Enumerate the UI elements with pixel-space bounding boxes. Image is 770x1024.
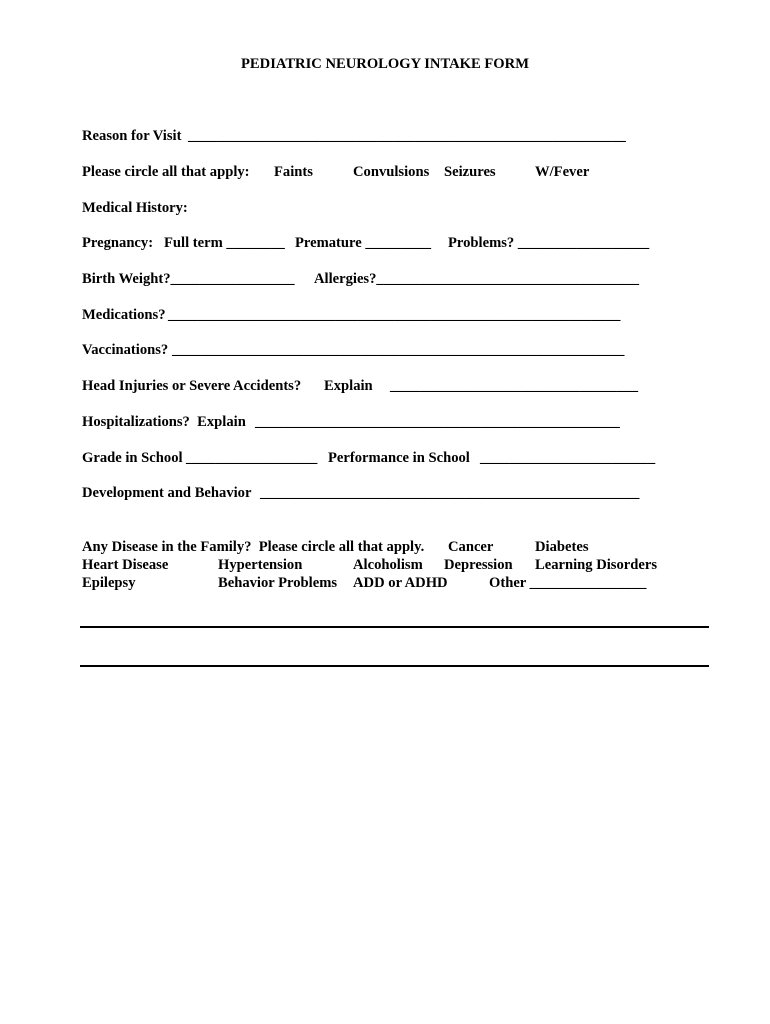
medications-label: Medications? bbox=[82, 307, 166, 323]
family-heart-disease[interactable]: Heart Disease bbox=[82, 557, 169, 573]
development-blank[interactable]: ____________________________________________________ bbox=[260, 485, 640, 501]
head-injuries-label: Head Injuries or Severe Accidents? bbox=[82, 378, 302, 394]
family-hypertension[interactable]: Hypertension bbox=[218, 557, 303, 573]
head-injuries-explain: Explain bbox=[324, 378, 373, 394]
page-title: PEDIATRIC NEUROLOGY INTAKE FORM bbox=[241, 56, 529, 72]
grade-blank[interactable]: __________________ bbox=[186, 450, 318, 466]
problems-field[interactable]: Problems? __________________ bbox=[448, 235, 650, 251]
option-convulsions[interactable]: Convulsions bbox=[353, 164, 430, 180]
allergies-field[interactable]: Allergies?____________________________________ bbox=[314, 271, 640, 287]
family-behavior-problems[interactable]: Behavior Problems bbox=[218, 575, 338, 591]
writing-line[interactable] bbox=[80, 665, 709, 667]
circle-label: Please circle all that apply: bbox=[82, 164, 250, 180]
family-intro: Any Disease in the Family? Please circle all that apply. bbox=[82, 539, 425, 555]
family-add-adhd[interactable]: ADD or ADHD bbox=[353, 575, 448, 591]
family-epilepsy[interactable]: Epilepsy bbox=[82, 575, 136, 591]
premature-field[interactable]: Premature _________ bbox=[295, 235, 432, 251]
performance-label: Performance in School bbox=[328, 450, 470, 466]
medications-blank[interactable]: ______________________________________________________________ bbox=[168, 307, 621, 323]
reason-blank[interactable]: ____________________________________________________________ bbox=[188, 128, 626, 144]
performance-blank[interactable]: ________________________ bbox=[480, 450, 656, 466]
hospitalizations-label: Hospitalizations? Explain bbox=[82, 414, 246, 430]
writing-line[interactable] bbox=[80, 626, 709, 628]
grade-label: Grade in School bbox=[82, 450, 183, 466]
family-alcoholism[interactable]: Alcoholism bbox=[353, 557, 423, 573]
birth-weight-field[interactable]: Birth Weight?_________________ bbox=[82, 271, 295, 287]
full-term-field[interactable]: Full term ________ bbox=[164, 235, 285, 251]
reason-label: Reason for Visit bbox=[82, 128, 182, 144]
family-depression[interactable]: Depression bbox=[444, 557, 513, 573]
head-injuries-blank[interactable]: __________________________________ bbox=[390, 378, 639, 394]
hospitalizations-blank[interactable]: __________________________________________________ bbox=[255, 414, 620, 430]
option-wfever[interactable]: W/Fever bbox=[535, 164, 590, 180]
development-label: Development and Behavior bbox=[82, 485, 252, 501]
pregnancy-label: Pregnancy: bbox=[82, 235, 154, 251]
family-diabetes[interactable]: Diabetes bbox=[535, 539, 589, 555]
family-learning-disorders[interactable]: Learning Disorders bbox=[535, 557, 658, 573]
vaccinations-blank[interactable]: ______________________________________________________________ bbox=[172, 342, 625, 358]
option-seizures[interactable]: Seizures bbox=[444, 164, 496, 180]
family-other[interactable]: Other ________________ bbox=[489, 575, 647, 591]
vaccinations-label: Vaccinations? bbox=[82, 342, 169, 358]
medical-history-label: Medical History: bbox=[82, 200, 188, 216]
family-cancer[interactable]: Cancer bbox=[448, 539, 494, 555]
option-faints[interactable]: Faints bbox=[274, 164, 313, 180]
